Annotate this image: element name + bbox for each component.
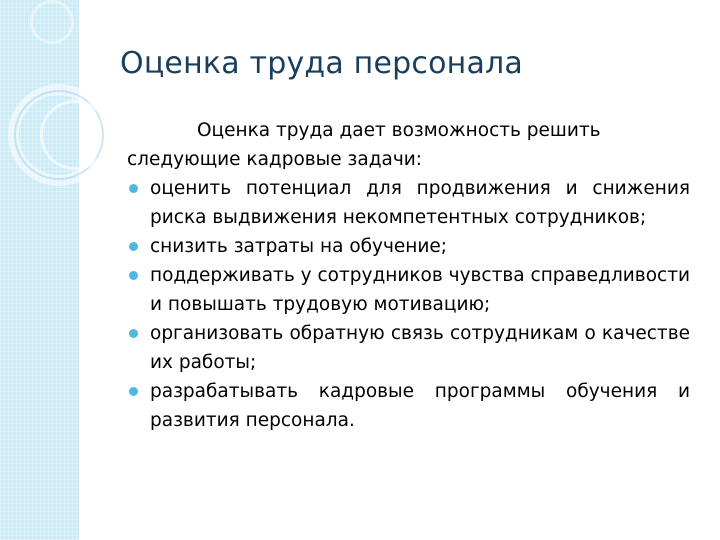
- slide-title: Оценка труда персонала: [120, 46, 523, 81]
- circle-bullet-icon: [129, 387, 138, 396]
- list-item: [127, 261, 690, 319]
- list-item: [127, 174, 690, 232]
- task-list: [127, 174, 690, 435]
- decorative-ring: [30, 0, 74, 44]
- circle-bullet-icon: [129, 329, 138, 338]
- list-item-text: поддерживать у сотрудников чувства справедливости и повышать трудовую мотивацию;: [150, 265, 690, 315]
- list-item: [127, 319, 690, 377]
- intro-text: Оценка труда дает возможность решить следующие кадровые задачи:: [127, 120, 601, 170]
- circle-bullet-icon: [129, 242, 138, 251]
- slide-body: [127, 116, 690, 435]
- list-item-text: снизить затраты на обучение;: [150, 236, 448, 257]
- list-item-text: оценить потенциал для продвижения и снижения риска выдвижения некомпетентных сотрудников;: [150, 178, 690, 228]
- list-item: [127, 232, 690, 261]
- list-item-text: разрабатывать кадровые программы обучения и развития персонала.: [150, 381, 690, 431]
- circle-bullet-icon: [129, 271, 138, 280]
- decorative-side-band: [0, 0, 79, 540]
- list-item: [127, 377, 690, 435]
- circle-bullet-icon: [129, 184, 138, 193]
- decorative-ring: [40, 100, 110, 170]
- list-item-text: организовать обратную связь сотрудникам о качестве их работы;: [150, 323, 690, 373]
